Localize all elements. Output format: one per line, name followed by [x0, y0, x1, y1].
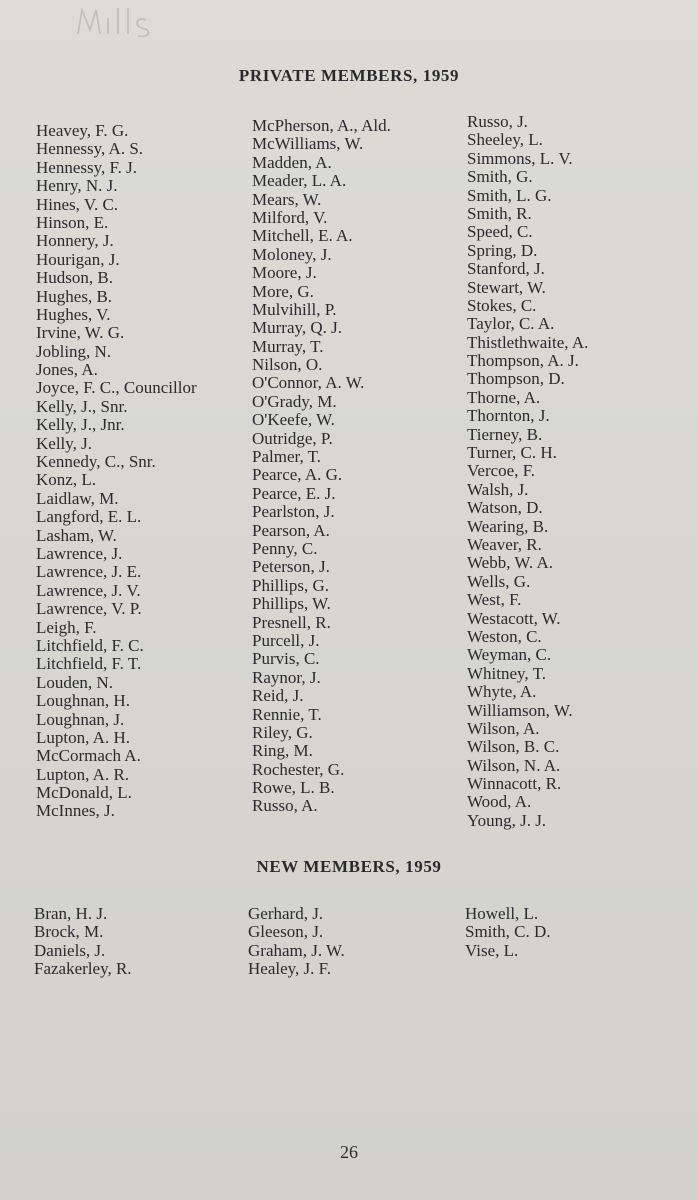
- member-name: Loughnan, H.: [36, 691, 130, 711]
- member-name: Murray, Q. J.: [252, 318, 343, 338]
- member-name: Palmer, T.: [252, 447, 322, 467]
- member-name: Moore, J.: [252, 263, 317, 283]
- member-name: Honnery, J.: [36, 231, 114, 251]
- member-name: Smith, L. G.: [467, 185, 552, 205]
- member-name: McPherson, A., Ald.: [252, 116, 391, 135]
- member-name: O'Keefe, W.: [252, 410, 335, 430]
- member-name: Lawrence, J. E.: [36, 562, 142, 582]
- member-name: Pearce, A. G.: [252, 465, 343, 485]
- member-name: Nilson, O.: [252, 355, 323, 375]
- member-name: Penny, C.: [252, 538, 318, 558]
- member-name: Williamson, W.: [467, 700, 573, 720]
- member-name: More, G.: [252, 281, 314, 301]
- member-name: Mulvihill, P.: [252, 299, 337, 319]
- member-name: Phillips, W.: [252, 594, 331, 614]
- member-name: Joyce, F. C., Councillor: [36, 378, 197, 398]
- member-name: Weaver, R.: [467, 534, 542, 554]
- member-name: Hennessy, A. S.: [36, 139, 144, 159]
- member-name: Lupton, A. R.: [36, 764, 130, 784]
- member-name: Sheeley, L.: [467, 130, 543, 150]
- member-name: Rochester, G.: [252, 759, 345, 779]
- private-members-column-2: [252, 117, 391, 816]
- member-name: Pearlston, J.: [252, 502, 335, 522]
- member-name: Young, J. J.: [467, 810, 547, 830]
- private-members-column-3: [467, 113, 588, 830]
- member-name: Thornton, J.: [467, 406, 550, 426]
- member-name: Purvis, C.: [252, 649, 320, 669]
- member-name: Taylor, C. A.: [467, 314, 555, 334]
- member-name: Jones, A.: [36, 360, 98, 380]
- new-members-heading: NEW MEMBERS, 1959: [256, 857, 442, 876]
- member-name: Lasham, W.: [36, 525, 117, 545]
- member-name: Ring, M.: [252, 741, 313, 761]
- member-name: Rennie, T.: [252, 704, 322, 724]
- member-name: Kennedy, C., Snr.: [36, 452, 156, 472]
- member-name: Pearce, E. J.: [252, 483, 336, 503]
- member-name: Wilson, B. C.: [467, 737, 560, 757]
- member-name: Hennessy, F. J.: [36, 157, 137, 177]
- member-name: Leigh, F.: [36, 617, 97, 637]
- member-name: Weyman, C.: [467, 645, 552, 665]
- member-name: Simmons, L. V.: [467, 148, 573, 168]
- member-name: Wilson, N. A.: [467, 755, 561, 775]
- member-name: Jobling, N.: [36, 341, 112, 361]
- member-name: Stokes, C.: [467, 295, 537, 315]
- member-name: Wood, A.: [467, 792, 532, 812]
- member-name: Spring, D.: [467, 240, 538, 260]
- member-name: Lupton, A. H.: [36, 727, 130, 747]
- member-name: Lawrence, V. P.: [36, 599, 142, 619]
- member-name: Russo, J.: [467, 112, 528, 131]
- member-name: Speed, C.: [467, 222, 533, 242]
- new-members-column-3: [465, 905, 551, 960]
- member-name: Pearson, A.: [252, 520, 330, 540]
- member-name: Langford, E. L.: [36, 507, 142, 527]
- member-name: Irvine, W. G.: [36, 323, 125, 343]
- member-name: Heavey, F. G.: [36, 121, 129, 140]
- pencil-margin-note: [74, 4, 164, 40]
- member-name: Thistlethwaite, A.: [467, 332, 589, 352]
- new-members-column-2: [248, 905, 345, 979]
- member-name: Tierney, B.: [467, 424, 543, 444]
- member-name: Laidlaw, M.: [36, 488, 119, 508]
- member-name: Peterson, J.: [252, 557, 330, 577]
- member-name: McInnes, J.: [36, 801, 115, 821]
- member-name: O'Connor, A. W.: [252, 373, 365, 393]
- member-name: Purcell, J.: [252, 630, 320, 650]
- member-name: Kelly, J., Snr.: [36, 396, 128, 416]
- member-name: McDonald, L.: [36, 783, 132, 803]
- member-name: O'Grady, M.: [252, 391, 337, 411]
- member-name: Smith, G.: [467, 167, 533, 187]
- new-members-column-1: [34, 905, 132, 979]
- member-name: Hughes, B.: [36, 286, 113, 306]
- member-name: Stewart, W.: [467, 277, 546, 297]
- member-name: Raynor, J.: [252, 667, 321, 687]
- member-name: Hinson, E.: [36, 212, 109, 232]
- member-name: Madden, A.: [252, 152, 332, 172]
- member-name: Rowe, L. B.: [252, 778, 335, 798]
- member-name: Moloney, J.: [252, 244, 332, 264]
- member-name: Turner, C. H.: [467, 443, 557, 463]
- member-name: Brock, M.: [34, 922, 104, 942]
- member-name: Kelly, J.: [36, 433, 93, 453]
- member-name: Louden, N.: [36, 672, 113, 692]
- private-members-heading: PRIVATE MEMBERS, 1959: [238, 66, 460, 85]
- member-name: Walsh, J.: [467, 479, 529, 499]
- member-name: Hines, V. C.: [36, 194, 119, 214]
- member-name: Thorne, A.: [467, 387, 541, 407]
- member-name: Smith, C. D.: [465, 922, 551, 942]
- member-name: Daniels, J.: [34, 940, 106, 960]
- member-name: Kelly, J., Jnr.: [36, 415, 125, 435]
- member-name: Outridge, P.: [252, 428, 333, 448]
- member-name: Mears, W.: [252, 189, 322, 209]
- member-name: Russo, A.: [252, 796, 318, 816]
- member-name: Litchfield, F. T.: [36, 654, 142, 674]
- member-name: Reid, J.: [252, 686, 304, 706]
- member-name: Riley, G.: [252, 722, 313, 742]
- member-name: Smith, R.: [467, 203, 532, 223]
- member-name: Lawrence, J. V.: [36, 580, 141, 600]
- member-name: West, F.: [467, 590, 522, 610]
- member-name: Wells, G.: [467, 571, 531, 591]
- member-name: Winnacott, R.: [467, 774, 562, 794]
- private-members-column-1: [36, 122, 197, 821]
- member-name: Mitchell, E. A.: [252, 226, 353, 246]
- member-name: Hughes, V.: [36, 304, 111, 324]
- member-name: Whyte, A.: [467, 682, 537, 702]
- member-name: Presnell, R.: [252, 612, 331, 632]
- member-name: Milford, V.: [252, 207, 328, 227]
- member-name: McWilliams, W.: [252, 134, 364, 154]
- member-name: Phillips, G.: [252, 575, 329, 595]
- member-name: Loughnan, J.: [36, 709, 125, 729]
- member-name: Hourigan, J.: [36, 249, 120, 269]
- member-name: Hudson, B.: [36, 268, 113, 288]
- member-name: Vise, L.: [465, 940, 519, 960]
- member-name: Meader, L. A.: [252, 171, 347, 191]
- member-name: Wearing, B.: [467, 516, 549, 536]
- member-name: Gleeson, J.: [248, 922, 324, 942]
- member-name: Watson, D.: [467, 498, 543, 518]
- member-name: McCormach A.: [36, 746, 141, 766]
- page-number: 26: [340, 1142, 358, 1162]
- member-name: Weston, C.: [467, 626, 542, 646]
- member-name: Thompson, D.: [467, 369, 565, 389]
- member-name: Wilson, A.: [467, 718, 540, 738]
- member-name: Graham, J. W.: [248, 940, 345, 960]
- member-name: Konz, L.: [36, 470, 96, 490]
- member-name: Bran, H. J.: [34, 904, 108, 923]
- member-name: Lawrence, J.: [36, 543, 123, 563]
- member-name: Henry, N. J.: [36, 176, 118, 196]
- member-name: Westacott, W.: [467, 608, 561, 628]
- member-name: Fazakerley, R.: [34, 959, 132, 979]
- member-name: Litchfield, F. C.: [36, 635, 144, 655]
- member-name: Howell, L.: [465, 904, 539, 923]
- member-name: Webb, W. A.: [467, 553, 553, 573]
- member-name: Healey, J. F.: [248, 959, 331, 979]
- member-name: Thompson, A. J.: [467, 351, 579, 371]
- member-name: Murray, T.: [252, 336, 324, 356]
- member-name: Stanford, J.: [467, 259, 545, 279]
- member-name: Whitney, T.: [467, 663, 546, 683]
- member-name: Gerhard, J.: [248, 904, 324, 923]
- member-name: Vercoe, F.: [467, 461, 536, 481]
